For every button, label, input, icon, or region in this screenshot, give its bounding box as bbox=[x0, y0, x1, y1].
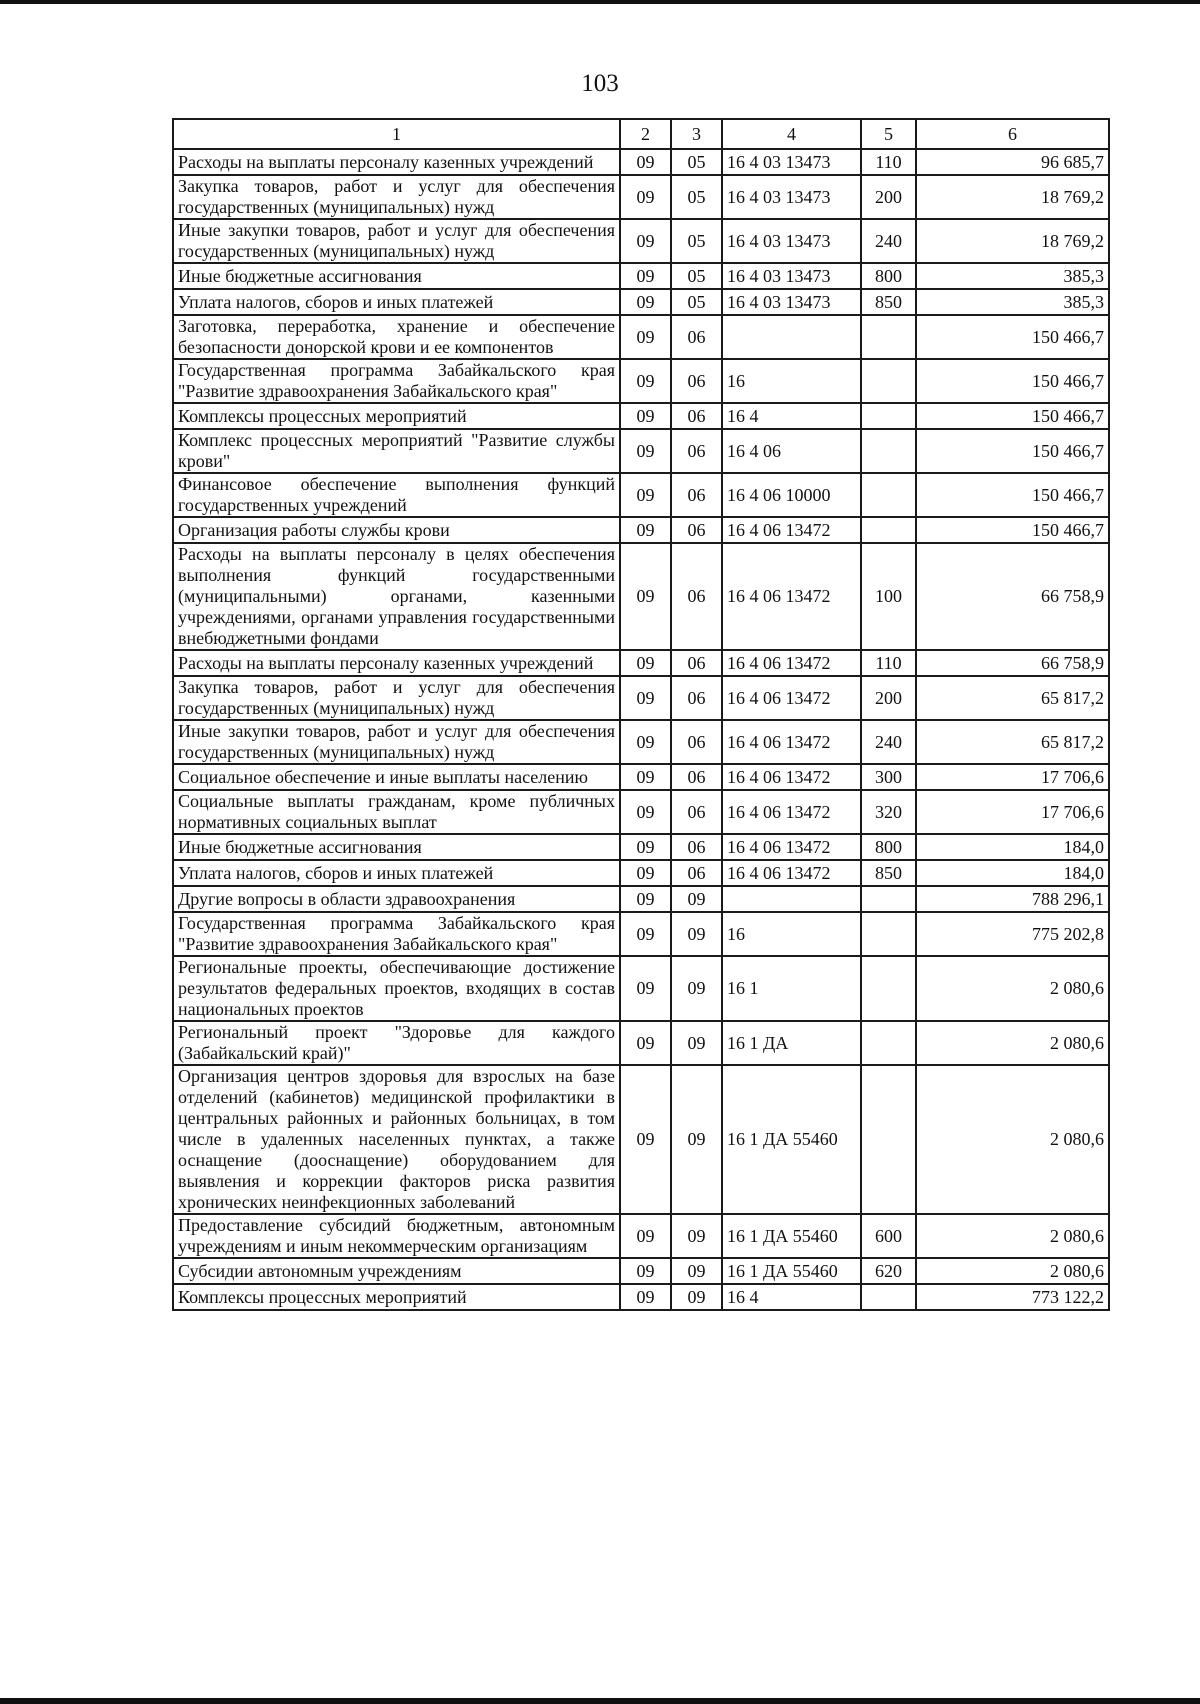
row-name-cell: Социальные выплаты гражданам, кроме публичных нормативных социальных выплат bbox=[173, 790, 620, 834]
amount-cell: 184,0 bbox=[916, 834, 1109, 860]
section-code-cell: 09 bbox=[620, 429, 671, 473]
subsection-code-cell: 06 bbox=[671, 650, 722, 676]
amount-cell: 773 122,2 bbox=[916, 1284, 1109, 1310]
row-name-cell: Расходы на выплаты персоналу казенных учреждений bbox=[173, 149, 620, 175]
expense-type-cell bbox=[861, 429, 916, 473]
row-name-cell: Закупка товаров, работ и услуг для обеспечения государственных (муниципальных) нужд bbox=[173, 175, 620, 219]
table-row bbox=[173, 263, 1109, 289]
table-header-row bbox=[173, 119, 1109, 149]
table-row bbox=[173, 764, 1109, 790]
row-name-cell: Другие вопросы в области здравоохранения bbox=[173, 886, 620, 912]
row-name-cell: Комплексы процессных мероприятий bbox=[173, 403, 620, 429]
subsection-code-cell: 06 bbox=[671, 315, 722, 359]
amount-cell: 150 466,7 bbox=[916, 403, 1109, 429]
target-article-cell: 16 1 ДА bbox=[722, 1021, 861, 1065]
row-name-cell: Региональные проекты, обеспечивающие достижение результатов федеральных проектов, входящих в состав национальных проектов bbox=[173, 956, 620, 1021]
row-name-cell: Иные закупки товаров, работ и услуг для обеспечения государственных (муниципальных) нужд bbox=[173, 720, 620, 764]
row-name-cell: Закупка товаров, работ и услуг для обеспечения государственных (муниципальных) нужд bbox=[173, 676, 620, 720]
amount-cell: 184,0 bbox=[916, 860, 1109, 886]
section-code-cell: 09 bbox=[620, 1214, 671, 1258]
section-code-cell: 09 bbox=[620, 289, 671, 315]
amount-cell: 775 202,8 bbox=[916, 912, 1109, 956]
row-name-cell: Иные бюджетные ассигнования bbox=[173, 834, 620, 860]
table-row bbox=[173, 860, 1109, 886]
row-name-cell: Региональный проект "Здоровье для каждого (Забайкальский край)" bbox=[173, 1021, 620, 1065]
table-row bbox=[173, 1284, 1109, 1310]
amount-cell: 2 080,6 bbox=[916, 1258, 1109, 1284]
table-body bbox=[173, 119, 1109, 1310]
expense-type-cell bbox=[861, 1021, 916, 1065]
section-code-cell: 09 bbox=[620, 720, 671, 764]
column-header: 6 bbox=[916, 119, 1109, 149]
amount-cell: 17 706,6 bbox=[916, 764, 1109, 790]
target-article-cell: 16 4 03 13473 bbox=[722, 219, 861, 263]
subsection-code-cell: 06 bbox=[671, 764, 722, 790]
expense-type-cell bbox=[861, 886, 916, 912]
subsection-code-cell: 09 bbox=[671, 1284, 722, 1310]
subsection-code-cell: 06 bbox=[671, 359, 722, 403]
expense-type-cell: 600 bbox=[861, 1214, 916, 1258]
row-name-cell: Уплата налогов, сборов и иных платежей bbox=[173, 860, 620, 886]
expense-type-cell bbox=[861, 956, 916, 1021]
subsection-code-cell: 06 bbox=[671, 543, 722, 650]
row-name-cell: Комплексы процессных мероприятий bbox=[173, 1284, 620, 1310]
target-article-cell bbox=[722, 886, 861, 912]
column-header: 1 bbox=[173, 119, 620, 149]
target-article-cell: 16 4 06 13472 bbox=[722, 517, 861, 543]
expense-type-cell: 240 bbox=[861, 219, 916, 263]
amount-cell: 18 769,2 bbox=[916, 175, 1109, 219]
expense-type-cell bbox=[861, 473, 916, 517]
top-border-line bbox=[0, 0, 1200, 4]
section-code-cell: 09 bbox=[620, 543, 671, 650]
expense-type-cell: 800 bbox=[861, 834, 916, 860]
column-header: 3 bbox=[671, 119, 722, 149]
section-code-cell: 09 bbox=[620, 790, 671, 834]
expense-type-cell bbox=[861, 359, 916, 403]
expense-type-cell: 850 bbox=[861, 289, 916, 315]
expense-type-cell bbox=[861, 517, 916, 543]
subsection-code-cell: 06 bbox=[671, 720, 722, 764]
target-article-cell: 16 1 ДА 55460 bbox=[722, 1065, 861, 1214]
amount-cell: 788 296,1 bbox=[916, 886, 1109, 912]
page-number: 103 bbox=[581, 70, 619, 97]
section-code-cell: 09 bbox=[620, 912, 671, 956]
row-name-cell: Уплата налогов, сборов и иных платежей bbox=[173, 289, 620, 315]
amount-cell: 2 080,6 bbox=[916, 1214, 1109, 1258]
row-name-cell: Государственная программа Забайкальского края "Развитие здравоохранения Забайкальского края" bbox=[173, 359, 620, 403]
section-code-cell: 09 bbox=[620, 149, 671, 175]
section-code-cell: 09 bbox=[620, 650, 671, 676]
section-code-cell: 09 bbox=[620, 860, 671, 886]
row-name-cell: Социальное обеспечение и иные выплаты населению bbox=[173, 764, 620, 790]
table-row bbox=[173, 1065, 1109, 1214]
table-row bbox=[173, 403, 1109, 429]
subsection-code-cell: 06 bbox=[671, 834, 722, 860]
row-name-cell: Иные бюджетные ассигнования bbox=[173, 263, 620, 289]
subsection-code-cell: 06 bbox=[671, 429, 722, 473]
section-code-cell: 09 bbox=[620, 1258, 671, 1284]
target-article-cell: 16 bbox=[722, 359, 861, 403]
table-row bbox=[173, 1214, 1109, 1258]
target-article-cell: 16 4 03 13473 bbox=[722, 289, 861, 315]
subsection-code-cell: 09 bbox=[671, 956, 722, 1021]
subsection-code-cell: 06 bbox=[671, 403, 722, 429]
amount-cell: 18 769,2 bbox=[916, 219, 1109, 263]
subsection-code-cell: 05 bbox=[671, 263, 722, 289]
expense-type-cell: 200 bbox=[861, 676, 916, 720]
column-header: 2 bbox=[620, 119, 671, 149]
target-article-cell: 16 4 06 13472 bbox=[722, 676, 861, 720]
table-row bbox=[173, 650, 1109, 676]
amount-cell: 150 466,7 bbox=[916, 359, 1109, 403]
target-article-cell: 16 4 06 13472 bbox=[722, 860, 861, 886]
target-article-cell: 16 4 bbox=[722, 1284, 861, 1310]
section-code-cell: 09 bbox=[620, 1021, 671, 1065]
table-row bbox=[173, 1021, 1109, 1065]
target-article-cell: 16 4 06 bbox=[722, 429, 861, 473]
table-row bbox=[173, 790, 1109, 834]
row-name-cell: Расходы на выплаты персоналу казенных учреждений bbox=[173, 650, 620, 676]
subsection-code-cell: 09 bbox=[671, 1258, 722, 1284]
expense-type-cell: 110 bbox=[861, 149, 916, 175]
column-header: 5 bbox=[861, 119, 916, 149]
amount-cell: 2 080,6 bbox=[916, 1021, 1109, 1065]
subsection-code-cell: 05 bbox=[671, 175, 722, 219]
section-code-cell: 09 bbox=[620, 764, 671, 790]
target-article-cell: 16 1 bbox=[722, 956, 861, 1021]
table-row bbox=[173, 149, 1109, 175]
section-code-cell: 09 bbox=[620, 359, 671, 403]
target-article-cell: 16 4 06 10000 bbox=[722, 473, 861, 517]
target-article-cell: 16 4 06 13472 bbox=[722, 720, 861, 764]
table-row bbox=[173, 720, 1109, 764]
subsection-code-cell: 09 bbox=[671, 1065, 722, 1214]
target-article-cell: 16 4 bbox=[722, 403, 861, 429]
row-name-cell: Финансовое обеспечение выполнения функций государственных учреждений bbox=[173, 473, 620, 517]
table-row bbox=[173, 543, 1109, 650]
column-header: 4 bbox=[722, 119, 861, 149]
table-row bbox=[173, 517, 1109, 543]
section-code-cell: 09 bbox=[620, 263, 671, 289]
expense-type-cell: 320 bbox=[861, 790, 916, 834]
expense-type-cell: 200 bbox=[861, 175, 916, 219]
table-row bbox=[173, 956, 1109, 1021]
table-row bbox=[173, 676, 1109, 720]
table-row bbox=[173, 359, 1109, 403]
subsection-code-cell: 09 bbox=[671, 1214, 722, 1258]
section-code-cell: 09 bbox=[620, 175, 671, 219]
amount-cell: 150 466,7 bbox=[916, 473, 1109, 517]
section-code-cell: 09 bbox=[620, 1065, 671, 1214]
target-article-cell: 16 4 06 13472 bbox=[722, 650, 861, 676]
amount-cell: 385,3 bbox=[916, 263, 1109, 289]
amount-cell: 385,3 bbox=[916, 289, 1109, 315]
expense-type-cell: 110 bbox=[861, 650, 916, 676]
amount-cell: 2 080,6 bbox=[916, 956, 1109, 1021]
table-row bbox=[173, 886, 1109, 912]
subsection-code-cell: 05 bbox=[671, 219, 722, 263]
section-code-cell: 09 bbox=[620, 219, 671, 263]
expense-type-cell bbox=[861, 1284, 916, 1310]
target-article-cell: 16 4 06 13472 bbox=[722, 543, 861, 650]
target-article-cell: 16 4 06 13472 bbox=[722, 834, 861, 860]
target-article-cell: 16 4 06 13472 bbox=[722, 764, 861, 790]
amount-cell: 150 466,7 bbox=[916, 517, 1109, 543]
section-code-cell: 09 bbox=[620, 517, 671, 543]
subsection-code-cell: 06 bbox=[671, 790, 722, 834]
section-code-cell: 09 bbox=[620, 473, 671, 517]
expense-type-cell bbox=[861, 1065, 916, 1214]
row-name-cell: Заготовка, переработка, хранение и обеспечение безопасности донорской крови и ее компонентов bbox=[173, 315, 620, 359]
section-code-cell: 09 bbox=[620, 834, 671, 860]
target-article-cell: 16 bbox=[722, 912, 861, 956]
subsection-code-cell: 09 bbox=[671, 912, 722, 956]
section-code-cell: 09 bbox=[620, 1284, 671, 1310]
amount-cell: 17 706,6 bbox=[916, 790, 1109, 834]
section-code-cell: 09 bbox=[620, 676, 671, 720]
expense-type-cell bbox=[861, 403, 916, 429]
target-article-cell: 16 4 06 13472 bbox=[722, 790, 861, 834]
amount-cell: 96 685,7 bbox=[916, 149, 1109, 175]
row-name-cell: Комплекс процессных мероприятий "Развитие службы крови" bbox=[173, 429, 620, 473]
section-code-cell: 09 bbox=[620, 886, 671, 912]
table-row bbox=[173, 912, 1109, 956]
expense-type-cell bbox=[861, 912, 916, 956]
row-name-cell: Предоставление субсидий бюджетным, автономным учреждениям и иным некоммерческим организациям bbox=[173, 1214, 620, 1258]
target-article-cell: 16 1 ДА 55460 bbox=[722, 1214, 861, 1258]
row-name-cell: Субсидии автономным учреждениям bbox=[173, 1258, 620, 1284]
amount-cell: 65 817,2 bbox=[916, 676, 1109, 720]
table-row bbox=[173, 473, 1109, 517]
table-row bbox=[173, 834, 1109, 860]
subsection-code-cell: 05 bbox=[671, 289, 722, 315]
expense-type-cell: 300 bbox=[861, 764, 916, 790]
target-article-cell bbox=[722, 315, 861, 359]
target-article-cell: 16 1 ДА 55460 bbox=[722, 1258, 861, 1284]
subsection-code-cell: 09 bbox=[671, 1021, 722, 1065]
bottom-border-line bbox=[0, 1698, 1200, 1704]
amount-cell: 66 758,9 bbox=[916, 650, 1109, 676]
subsection-code-cell: 06 bbox=[671, 517, 722, 543]
amount-cell: 66 758,9 bbox=[916, 543, 1109, 650]
expense-type-cell: 240 bbox=[861, 720, 916, 764]
expense-type-cell: 850 bbox=[861, 860, 916, 886]
expense-type-cell: 620 bbox=[861, 1258, 916, 1284]
table-row bbox=[173, 175, 1109, 219]
subsection-code-cell: 06 bbox=[671, 473, 722, 517]
budget-table bbox=[172, 118, 1110, 1311]
section-code-cell: 09 bbox=[620, 315, 671, 359]
expense-type-cell: 100 bbox=[861, 543, 916, 650]
target-article-cell: 16 4 03 13473 bbox=[722, 149, 861, 175]
subsection-code-cell: 06 bbox=[671, 860, 722, 886]
amount-cell: 65 817,2 bbox=[916, 720, 1109, 764]
expense-type-cell bbox=[861, 315, 916, 359]
amount-cell: 2 080,6 bbox=[916, 1065, 1109, 1214]
amount-cell: 150 466,7 bbox=[916, 315, 1109, 359]
table-row bbox=[173, 429, 1109, 473]
target-article-cell: 16 4 03 13473 bbox=[722, 175, 861, 219]
table-row bbox=[173, 289, 1109, 315]
target-article-cell: 16 4 03 13473 bbox=[722, 263, 861, 289]
table-row bbox=[173, 315, 1109, 359]
section-code-cell: 09 bbox=[620, 956, 671, 1021]
table-row bbox=[173, 1258, 1109, 1284]
subsection-code-cell: 09 bbox=[671, 886, 722, 912]
subsection-code-cell: 06 bbox=[671, 676, 722, 720]
row-name-cell: Расходы на выплаты персоналу в целях обеспечения выполнения функций государственными (муниципальными) органами, казенными учреждениями, органами управления государственными внебюджетными фондами bbox=[173, 543, 620, 650]
row-name-cell: Государственная программа Забайкальского края "Развитие здравоохранения Забайкальского края" bbox=[173, 912, 620, 956]
expense-type-cell: 800 bbox=[861, 263, 916, 289]
row-name-cell: Иные закупки товаров, работ и услуг для обеспечения государственных (муниципальных) нужд bbox=[173, 219, 620, 263]
subsection-code-cell: 05 bbox=[671, 149, 722, 175]
row-name-cell: Организация центров здоровья для взрослых на базе отделений (кабинетов) медицинской профилактики в центральных районных и районных больницах, в том числе в удаленных населенных пунктах, а также оснащение (дооснащение) оборудованием для выявления и коррекции факторов риска развития хронических неинфекционных заболеваний bbox=[173, 1065, 620, 1214]
amount-cell: 150 466,7 bbox=[916, 429, 1109, 473]
section-code-cell: 09 bbox=[620, 403, 671, 429]
row-name-cell: Организация работы службы крови bbox=[173, 517, 620, 543]
table-row bbox=[173, 219, 1109, 263]
